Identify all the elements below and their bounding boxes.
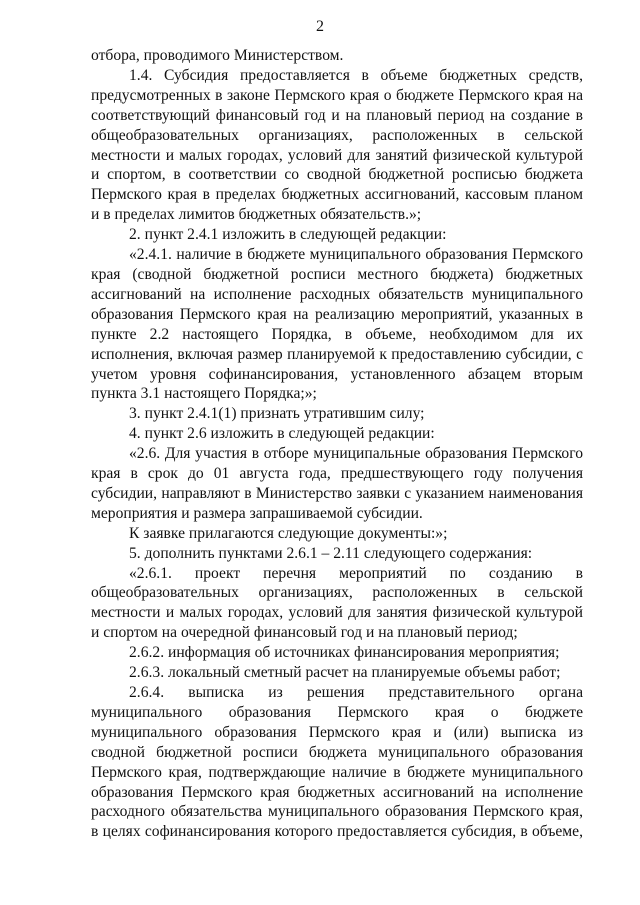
- amendment-item-3: 3. пункт 2.4.1(1) признать утратившим силу;: [129, 405, 425, 423]
- paragraph-2-6-2: 2.6.2. информация об источниках финансирования мероприятия;: [129, 644, 560, 662]
- amendment-item-5: 5. дополнить пунктами 2.6.1 – 2.11 следующего содержания:: [129, 544, 533, 562]
- amendment-item-2: 2. пункт 2.4.1 изложить в следующей редакции:: [129, 226, 447, 244]
- paragraph-continuation: отбора, проводимого Министерством.: [91, 47, 344, 64]
- paragraph-attachments-intro: К заявке прилагаются следующие документы:»;: [129, 524, 448, 542]
- paragraph-1-4: 1.4. Субсидия предоставляется в объеме бюджетных средств, предусмотренных в законе Пермского края о бюджете Пермского края на соответствующий финансовый год и на плановый период на создание в общеобразовательных организациях, расположенных в сельской местности и малых городах, условий для занятий физической культурой и спортом, в соответствии со сводной бюджетной росписью бюджета Пермского края в пределах бюджетных ассигнований, кассовым планом и в пределах лимитов бюджетных обязательств.»;: [91, 66, 583, 224]
- document-body: [91, 46, 583, 842]
- paragraph-2-4-1: «2.4.1. наличие в бюджете муниципального образования Пермского края (сводной бюджетной росписи местного бюджета) бюджетных ассигнований на исполнение расходных обязательств муниципального образования Пермского края на реализацию мероприятий, указанных в пункте 2.2 настоящего Порядка, в объеме, необходимом для их исполнения, включая размер планируемой к предоставлению субсидии, с учетом уровня софинансирования, установленного абзацем вторым пункта 3.1 настоящего Порядка;»;: [91, 246, 583, 403]
- amendment-item-4: 4. пункт 2.6 изложить в следующей редакции:: [129, 425, 435, 443]
- paragraph-2-6-3: 2.6.3. локальный сметный расчет на планируемые объемы работ;: [129, 664, 561, 682]
- paragraph-2-6: «2.6. Для участия в отборе муниципальные образования Пермского края в срок до 01 августа года, предшествующего году получения субсидии, направляют в Министерство заявки с указанием наименования мероприятия и размера запрашиваемой субсидии.: [91, 445, 583, 522]
- paragraph-2-6-1: «2.6.1. проект перечня мероприятий по созданию в общеобразовательных организациях, расположенных в сельской местности и малых городах, условий для занятия физической культурой и спортом на очередной финансовый год и на плановый период;: [91, 564, 583, 642]
- paragraph-2-6-4: 2.6.4. выписка из решения представительного органа муниципального образования Пермского края о бюджете муниципального образования Пермского края и (или) выписка из сводной бюджетной росписи бюджета муниципального образования Пермского края, подтверждающие наличие в бюджете муниципального образования Пермского края бюджетных ассигнований на исполнение расходного обязательства муниципального образования Пермского края, в целях софинансирования которого предоставляется субсидия, в объеме,: [91, 684, 583, 841]
- page-number: 2: [316, 18, 324, 35]
